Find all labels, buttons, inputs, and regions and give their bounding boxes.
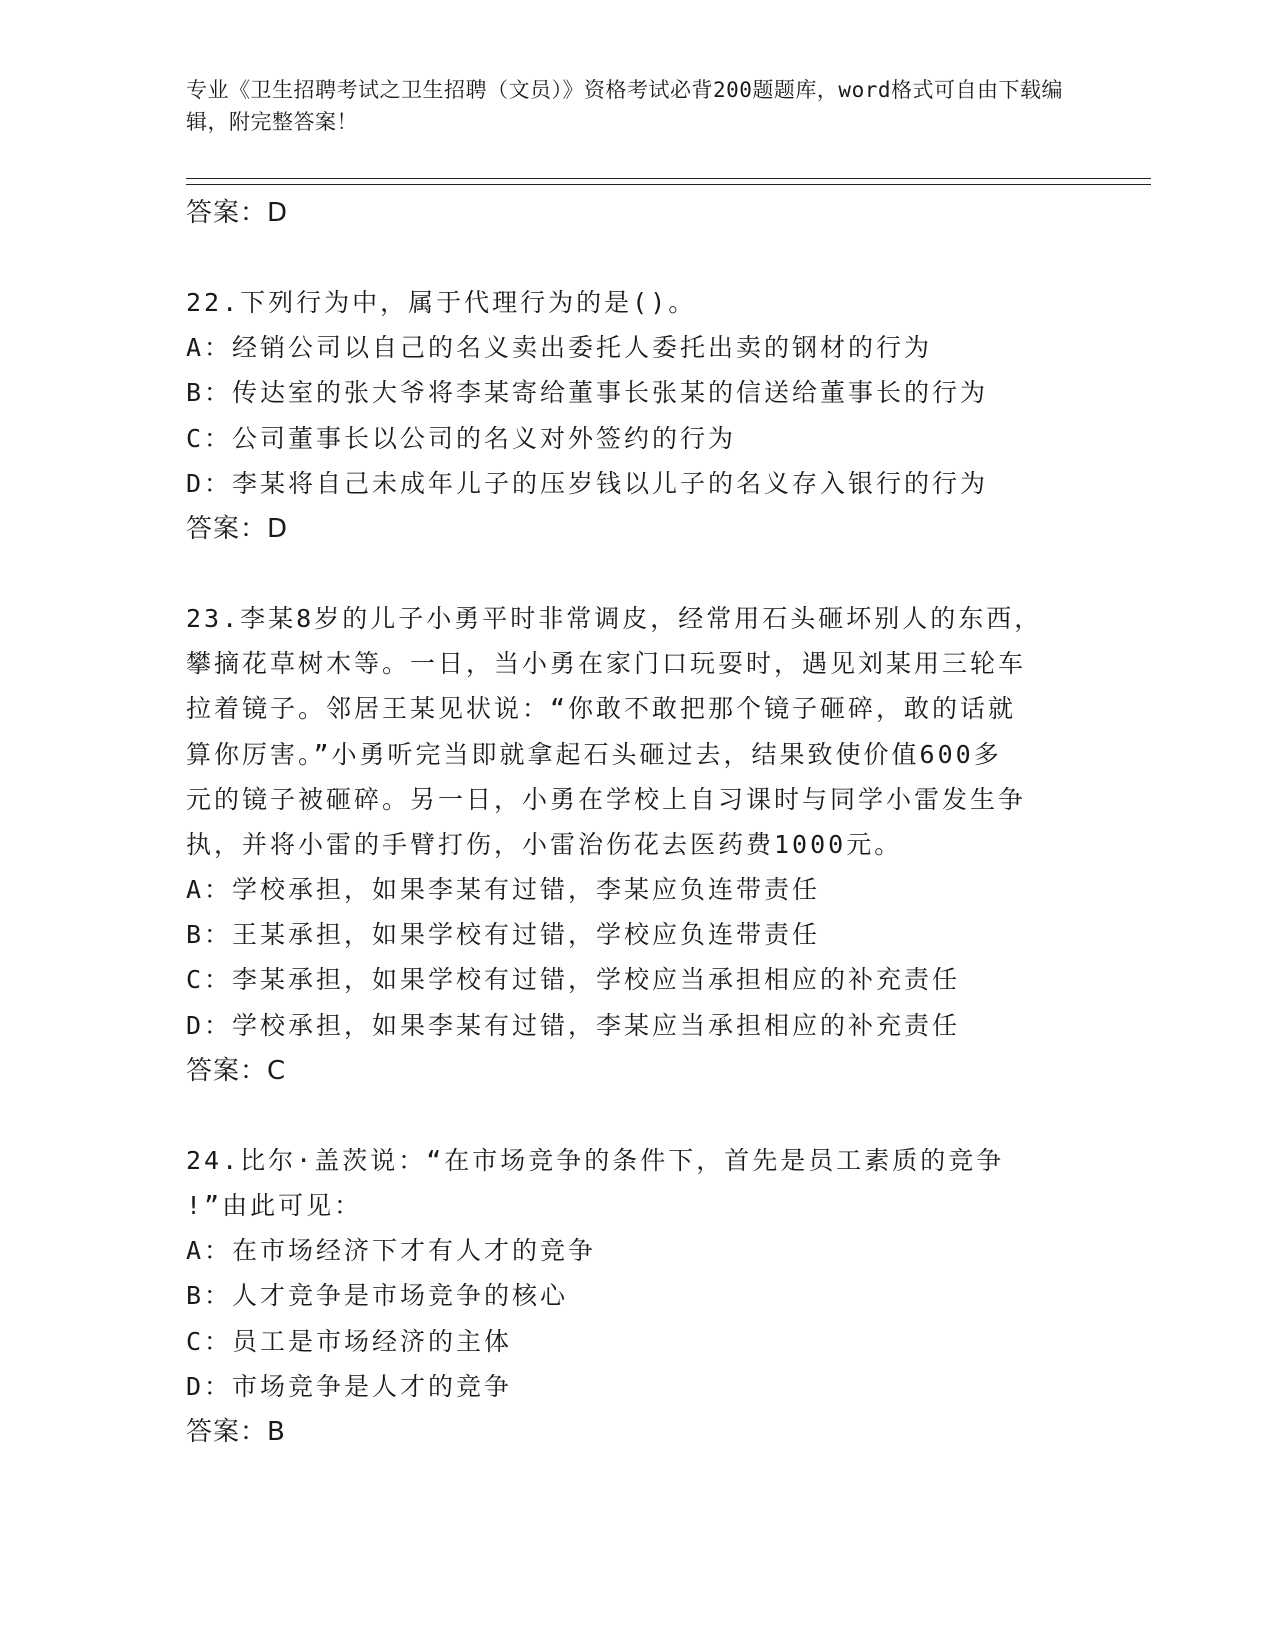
question-23 [186, 596, 1086, 1094]
option-a: A：在市场经济下才有人才的竞争 [186, 1236, 597, 1266]
answer-q24: 答案：B [186, 1416, 286, 1447]
answer-q22: 答案：D [186, 513, 289, 544]
option-d: D：李某将自己未成年儿子的压岁钱以儿子的名义存入银行的行为 [186, 468, 989, 498]
question-stem-line: 23.李某8岁的儿子小勇平时非常调皮，经常用石头砸坏别人的东西， [186, 603, 1043, 633]
option-b: B：王某承担，如果学校有过错，学校应负连带责任 [186, 920, 821, 950]
answer-q23: 答案：C [186, 1055, 287, 1086]
page-header: 专业《卫生招聘考试之卫生招聘（文员）》资格考试必背200题题库，word格式可自由下载编辑，附完整答案！ [186, 78, 1063, 134]
option-d: D：学校承担，如果李某有过错，李某应当承担相应的补充责任 [186, 1010, 961, 1040]
option-c: C：公司董事长以公司的名义对外签约的行为 [186, 423, 737, 453]
option-a: A：经销公司以自己的名义卖出委托人委托出卖的钢材的行为 [186, 333, 933, 363]
option-c: C：李某承担，如果学校有过错，学校应当承担相应的补充责任 [186, 965, 961, 995]
header-divider [186, 178, 1151, 185]
question-stem-line: 攀摘花草树木等。一日，当小勇在家门口玩耍时，遇见刘某用三轮车 [186, 649, 1027, 679]
question-stem: 22.下列行为中，属于代理行为的是()。 [186, 288, 697, 317]
option-c: C：员工是市场经济的主体 [186, 1326, 513, 1356]
question-stem-line: !”由此可见： [186, 1191, 363, 1220]
spacer [186, 1094, 1086, 1138]
option-a: A：学校承担，如果李某有过错，李某应负连带责任 [186, 875, 821, 905]
spacer [186, 552, 1086, 596]
question-stem-line: 拉着镜子。邻居王某见状说：“你敢不敢把那个镜子砸碎，敢的话就 [186, 694, 1017, 724]
option-b: B：人才竞争是市场竞争的核心 [186, 1281, 569, 1311]
spacer [186, 236, 1086, 280]
question-stem-line: 元的镜子被砸碎。另一日，小勇在学校上自习课时与同学小雷发生争 [186, 784, 1027, 814]
question-24 [186, 1138, 1086, 1455]
question-list [186, 190, 1086, 1455]
question-stem-line: 24.比尔·盖茨说：“在市场竞争的条件下，首先是员工素质的竞争 [186, 1145, 1005, 1175]
option-b: B：传达室的张大爷将李某寄给董事长张某的信送给董事长的行为 [186, 378, 989, 408]
question-stem-line: 执，并将小雷的手臂打伤，小雷治伤花去医药费1000元。 [186, 829, 903, 859]
option-d: D：市场竞争是人才的竞争 [186, 1371, 513, 1401]
answer-q21: 答案：D [186, 198, 289, 228]
question-stem-line: 算你厉害。”小勇听完当即就拿起石头砸过去，结果致使价值600多 [186, 739, 1002, 769]
question-22 [186, 280, 1086, 552]
